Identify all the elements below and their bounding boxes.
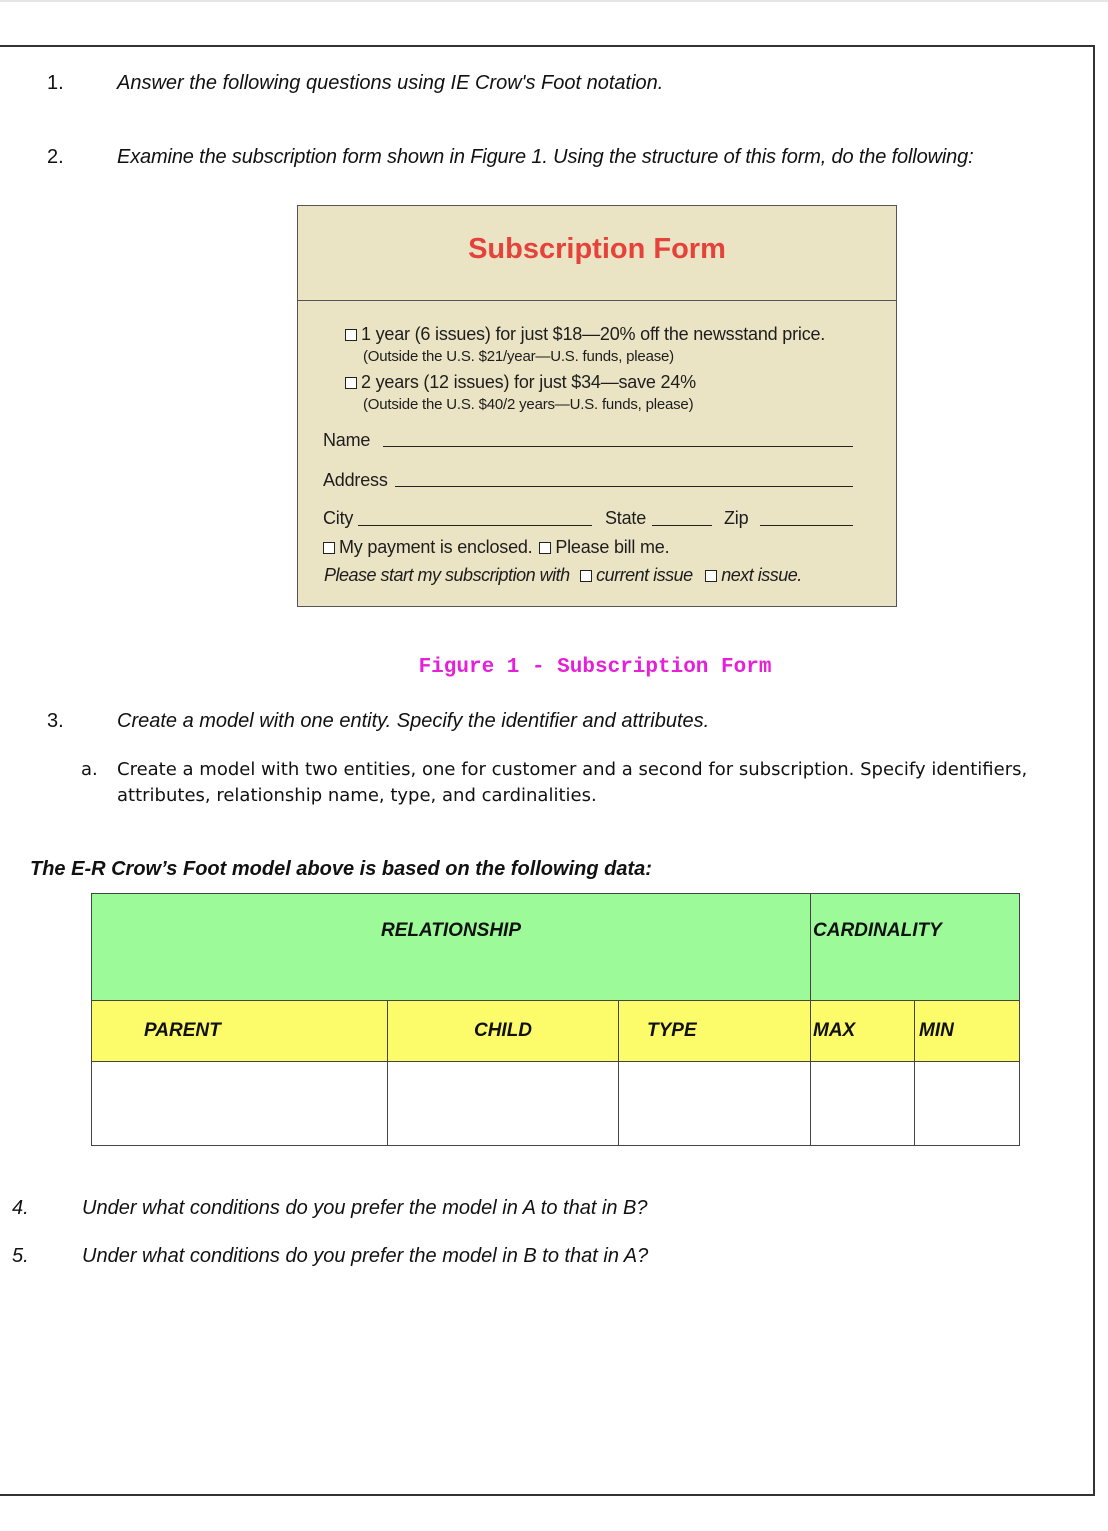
question-3a-line-1: Create a model with two entities, one for customer and a second for subscription. Specify identifiers, xyxy=(117,759,1028,780)
child-cell[interactable] xyxy=(388,1062,619,1146)
column-child: CHILD xyxy=(388,1001,619,1062)
parent-cell[interactable] xyxy=(92,1062,388,1146)
question-3-number: 3. xyxy=(47,710,64,732)
column-min: MIN xyxy=(915,1001,1020,1062)
checkbox-icon xyxy=(539,542,551,554)
checkbox-icon xyxy=(345,329,357,341)
type-cell[interactable] xyxy=(619,1062,811,1146)
question-3a-text xyxy=(117,757,1027,809)
checkbox-icon xyxy=(580,570,592,582)
subscription-form-figure xyxy=(297,205,897,607)
name-label: Name xyxy=(323,430,371,450)
question-1-number: 1. xyxy=(47,72,64,94)
current-issue-label: current issue xyxy=(596,565,693,585)
table-header-row xyxy=(92,894,1020,1001)
top-divider xyxy=(0,0,1108,2)
question-4-text: Under what conditions do you prefer the model in A to that in B? xyxy=(82,1197,648,1219)
checkbox-icon xyxy=(705,570,717,582)
state-label: State xyxy=(605,508,647,528)
column-type: TYPE xyxy=(619,1001,811,1062)
start-subscription-line xyxy=(324,565,802,586)
column-max: MAX xyxy=(811,1001,915,1062)
question-2-text: Examine the subscription form shown in Figure 1. Using the structure of this form, do the following: xyxy=(117,146,974,168)
form-header xyxy=(298,206,896,301)
max-cell[interactable] xyxy=(811,1062,915,1146)
question-3-text: Create a model with one entity. Specify the identifier and attributes. xyxy=(117,710,710,732)
cardinality-header: CARDINALITY xyxy=(811,894,1020,1001)
zip-line xyxy=(760,525,853,526)
question-4-number: 4. xyxy=(12,1197,29,1219)
state-line xyxy=(652,525,712,526)
min-cell[interactable] xyxy=(915,1062,1020,1146)
city-line xyxy=(358,525,592,526)
bill-me-label: Please bill me. xyxy=(555,537,670,557)
relationship-header: RELATIONSHIP xyxy=(92,894,811,1001)
payment-enclosed-label: My payment is enclosed. xyxy=(339,537,533,557)
option-2-note: (Outside the U.S. $40/2 years—U.S. funds, please) xyxy=(363,396,694,413)
city-label: City xyxy=(323,508,354,528)
option-2-label: 2 years (12 issues) for just $34—save 24% xyxy=(361,372,696,392)
question-3a-line-2: attributes, relationship name, type, and cardinalities. xyxy=(117,785,597,806)
column-parent: PARENT xyxy=(92,1001,388,1062)
question-1-text: Answer the following questions using IE Crow's Foot notation. xyxy=(117,72,664,94)
checkbox-icon xyxy=(345,377,357,389)
er-table-heading: The E-R Crow’s Foot model above is based on the following data: xyxy=(30,858,652,880)
zip-label: Zip xyxy=(724,508,749,528)
option-1-note: (Outside the U.S. $21/year—U.S. funds, please) xyxy=(363,348,674,365)
option-1-year xyxy=(345,324,825,345)
next-issue-label: next issue. xyxy=(721,565,802,585)
figure-caption: Figure 1 - Subscription Form xyxy=(418,656,772,679)
question-5-text: Under what conditions do you prefer the model in B to that in A? xyxy=(82,1245,649,1267)
question-2-number: 2. xyxy=(47,146,64,168)
form-title: Subscription Form xyxy=(468,233,726,265)
option-1-label: 1 year (6 issues) for just $18—20% off the newsstand price. xyxy=(361,324,826,344)
checkbox-icon xyxy=(323,542,335,554)
option-2-years xyxy=(345,372,696,393)
question-3a-label: a. xyxy=(81,759,98,780)
table-column-row xyxy=(92,1001,1020,1062)
address-label: Address xyxy=(323,470,388,490)
table-row xyxy=(92,1062,1020,1146)
address-line xyxy=(395,486,853,487)
payment-options xyxy=(323,537,669,558)
name-line xyxy=(383,446,853,447)
start-prefix: Please start my subscription with xyxy=(324,565,570,585)
question-5-number: 5. xyxy=(12,1245,29,1267)
relationship-table xyxy=(91,893,1020,1146)
